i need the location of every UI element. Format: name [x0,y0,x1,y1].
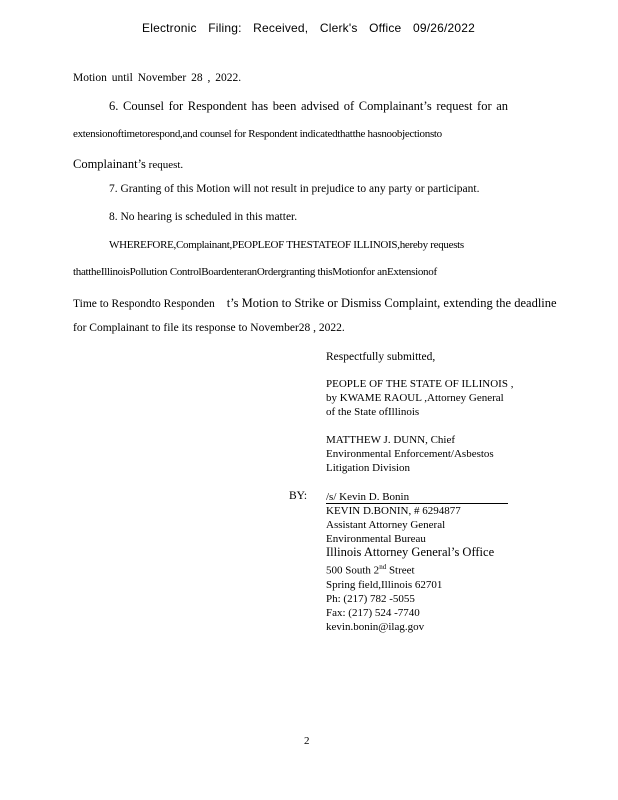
complainant-word: Complainant’s [73,157,146,171]
closing: Respectfully submitted, [326,351,436,363]
page-number: 2 [304,735,310,747]
attorney-block [326,504,461,546]
party-line-2: by KWAME RAOUL ,Attorney General [326,392,504,404]
paragraph-7: 7. Granting of this Motion will not result in prejudice to any party or participant. [109,183,480,195]
wherefore-line-3-start: Time to Respondto Responden [73,298,215,310]
street-number: 500 South 2 [326,564,380,577]
wherefore-line-3-end: t’s Motion to Strike or Dismiss Complaint, extending the deadline [226,296,557,310]
wherefore-line-1: WHEREFORE,Complainant,PEOPLEOF THESTATEOF ILLINOIS,hereby requests [109,239,464,251]
chief-block [326,433,494,475]
party-line-1: PEOPLE OF THE STATE OF ILLINOIS , [326,378,514,390]
party-line-3: of the State ofIllinois [326,406,420,418]
fax: Fax: (217) 524 -7740 [326,606,420,619]
paragraph-6-line-1: 6. Counsel for Respondent has been advised of Complainant’s request for an [109,99,509,113]
wherefore-line-4: for Complainant to file its response to November28 , 2022. [73,322,345,334]
attorney-name: KEVIN D.BONIN, # 6294877 [326,505,461,517]
street-ordinal: nd [379,563,387,571]
attorney-title-2: Environmental Bureau [326,533,426,545]
body-line-motion-until: Motion until November 28 , 2022. [73,72,242,84]
office-name: Illinois Attorney General’s Office [326,545,495,559]
chief-line-2: Environmental Enforcement/Asbestos [326,448,494,460]
wherefore-line-3 [73,294,557,312]
wherefore-line-2: thattheIllinoisPollution ControlBoardenteranOrdergranting thisMotionfor anExtensionof [73,266,437,278]
paragraph-8: 8. No hearing is scheduled in this matter. [109,211,298,223]
by-label: BY: [289,490,308,502]
email: kevin.bonin@ilag.gov [326,620,425,633]
e-signature: /s/ Kevin D. Bonin [326,491,410,503]
request-word: request. [145,159,184,171]
city-state-zip: Spring field,Illinois 62701 [326,578,443,591]
paragraph-6-line-2: extensionoftimetorespond,and counsel for Respondent indicatedthatthe hasnoobjectionsto [73,128,442,140]
party-block [326,377,513,419]
chief-line-1: MATTHEW J. DUNN, Chief [326,434,456,446]
street-name: Street [386,564,415,577]
paragraph-6-line-3 [73,155,183,173]
address-block [326,560,442,634]
street-address [326,560,442,578]
phone: Ph: (217) 782 -5055 [326,592,415,605]
filing-stamp: Electronic Filing: Received, Clerk's Office 09/26/2022 [142,21,476,35]
attorney-title-1: Assistant Attorney General [326,519,446,531]
chief-line-3: Litigation Division [326,462,411,474]
